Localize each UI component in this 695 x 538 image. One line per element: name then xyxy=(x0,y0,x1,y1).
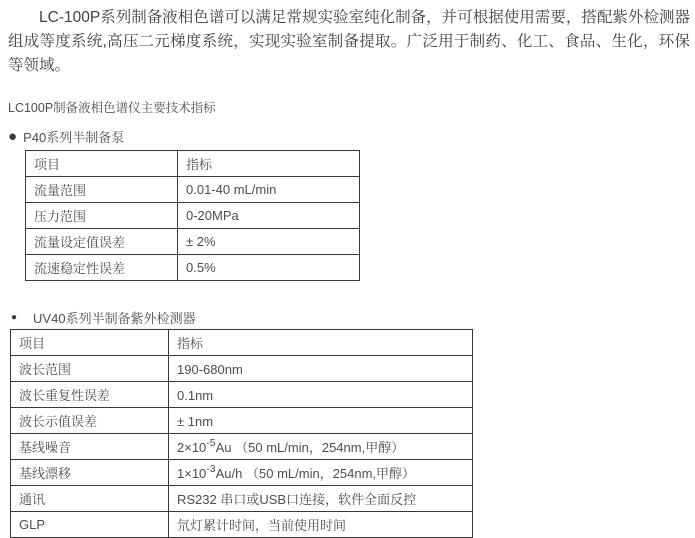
table-row xyxy=(11,356,473,382)
section-title: LC100P制备液相色谱仪主要技术指标 xyxy=(8,101,216,115)
table-row xyxy=(11,486,473,512)
table-header-row xyxy=(11,330,473,356)
column-header-item: 项目 xyxy=(11,330,169,356)
page xyxy=(0,6,695,533)
table-row xyxy=(11,460,473,486)
table-row xyxy=(26,255,360,281)
spec-item-cell: 基线噪音 xyxy=(11,434,169,460)
table-row xyxy=(11,382,473,408)
detector-section-heading xyxy=(11,308,695,327)
detector-spec-table xyxy=(10,329,473,538)
spec-value-cell: $1\times 10^{-3}Au/h$ （50 mL/min，254nm,甲醇） xyxy=(169,460,473,486)
spec-value-cell: $2\times 10^{-5}Au$ （50 mL/min，254nm,甲醇） xyxy=(169,434,473,460)
spec-value-cell: RS232 串口或USB口连接，软件全面反控 xyxy=(169,486,473,512)
bullet-icon: ● xyxy=(11,311,18,323)
spec-item-cell: 波长重复性误差 xyxy=(11,382,169,408)
pump-section-heading xyxy=(8,127,695,146)
spec-value-cell: 190-680nm xyxy=(169,356,473,382)
spec-item-cell: 流量范围 xyxy=(26,177,178,203)
table-row xyxy=(26,229,360,255)
table-row xyxy=(11,408,473,434)
spec-value-cell: ± 2% xyxy=(178,229,360,255)
column-header-item: 项目 xyxy=(26,151,178,177)
spec-item-cell: 流速稳定性误差 xyxy=(26,255,178,281)
table-row xyxy=(11,434,473,460)
spec-item-cell: 压力范围 xyxy=(26,203,178,229)
spec-item-cell: 基线漂移 xyxy=(11,460,169,486)
spec-value-cell: ± 1nm xyxy=(169,408,473,434)
spec-value-cell: 0-20MPa xyxy=(178,203,360,229)
superscript: -5 xyxy=(206,437,216,449)
spec-item-cell: 流量设定值误差 xyxy=(26,229,178,255)
superscript: -3 xyxy=(206,463,216,475)
column-header-spec: 指标 xyxy=(178,151,360,177)
pump-section-title: P40系列半制备泵 xyxy=(23,130,125,145)
table-row xyxy=(26,203,360,229)
pump-spec-table xyxy=(25,150,360,281)
table-row xyxy=(26,177,360,203)
bullet-icon: ● xyxy=(8,128,18,145)
spec-value-cell: 0.01-40 mL/min xyxy=(178,177,360,203)
spec-item-cell: 波长范围 xyxy=(11,356,169,382)
column-header-spec: 指标 xyxy=(169,330,473,356)
intro-paragraph: LC-100P系列制备液相色谱可以满足常规实验室纯化制备，并可根据使用需要，搭配紫外检测器组成等度系统,高压二元梯度系统，实现实验室制备提取。广泛用于制药、化工、食品、生化，环保等领域。 xyxy=(8,9,690,74)
spec-item-cell: 波长示值误差 xyxy=(11,408,169,434)
spec-value-cell: 0.1nm xyxy=(169,382,473,408)
spec-item-cell: 通讯 xyxy=(11,486,169,512)
table-row xyxy=(11,512,473,538)
table-header-row xyxy=(26,151,360,177)
detector-section-title: UV40系列半制备紫外检测器 xyxy=(33,311,196,326)
spec-item-cell: GLP xyxy=(11,512,169,538)
spec-value-cell: 0.5% xyxy=(178,255,360,281)
spec-value-cell: 氘灯累计时间，当前使用时间 xyxy=(169,512,473,538)
